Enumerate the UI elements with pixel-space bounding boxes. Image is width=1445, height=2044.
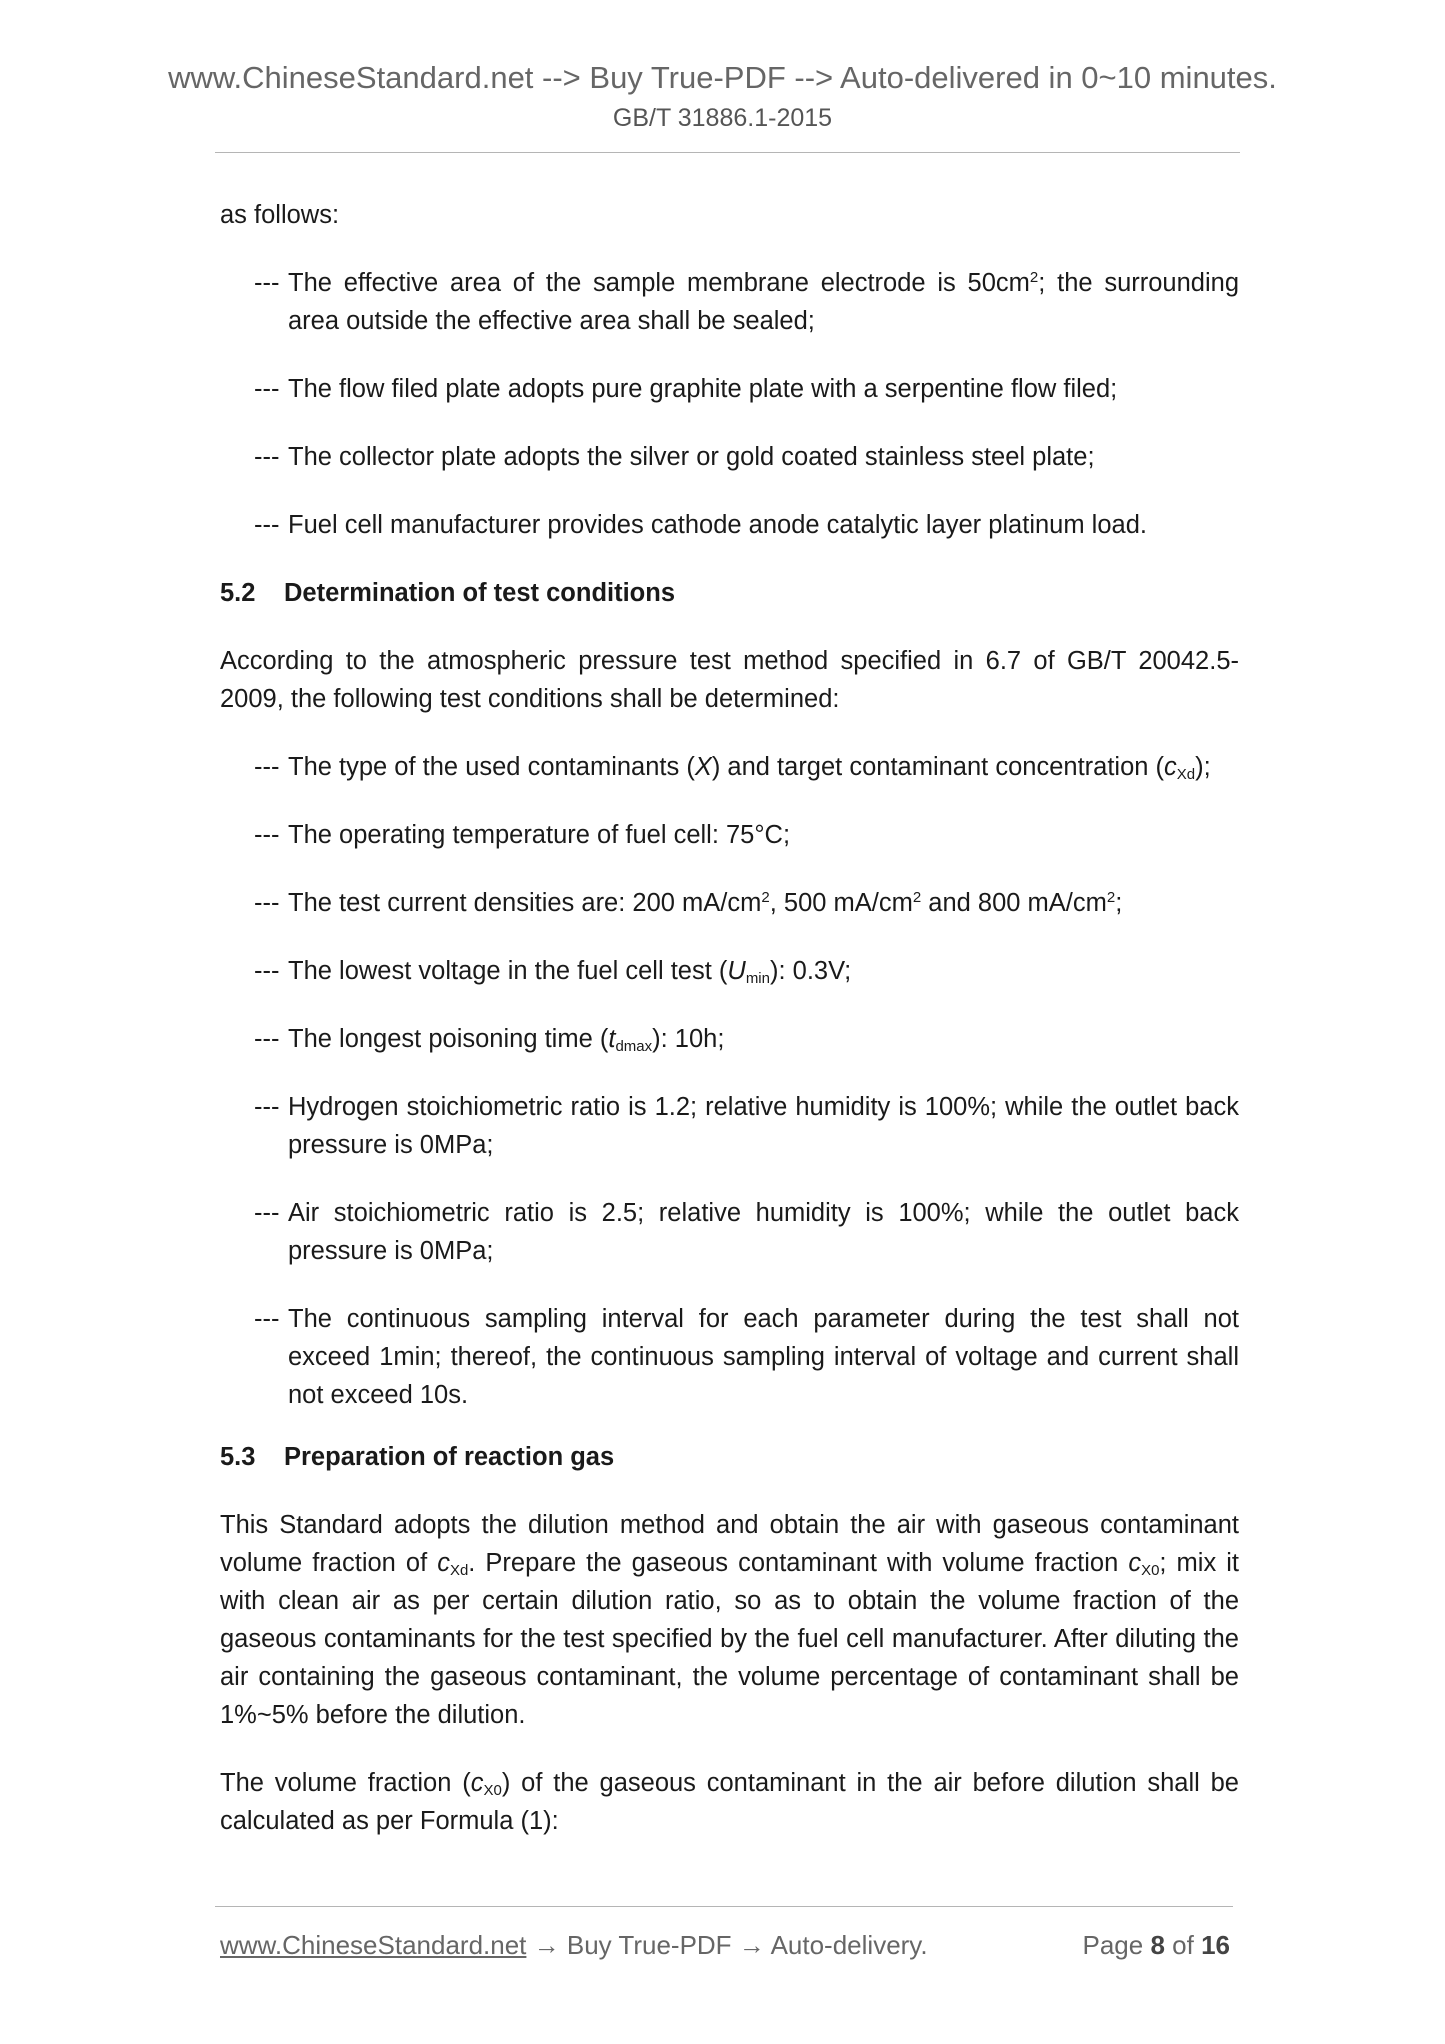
list-item: --- The lowest voltage in the fuel cell test $(U_{min})$: 0.3V; bbox=[254, 957, 852, 987]
list-item: --- The continuous sampling interval for each parameter during the test shall not exceed 1min; thereof, the continuous sampling interval of voltage and current shall not exceed 10s. bbox=[254, 1305, 1239, 1409]
footer-text: → Buy True-PDF → Auto-delivery. bbox=[526, 1930, 928, 1960]
list-item: --- The test current densities are: 200 $mA/cm^2$, 500 $mA/cm^2$ and 800 $mA/cm^2$; bbox=[254, 889, 1123, 917]
list-item: --- The type of the used contaminants (X) and target contaminant concentration $(c_{Xd})$; bbox=[254, 753, 1211, 783]
section-5-2-paragraph: According to the atmospheric pressure test method specified in 6.7 of GB/T 20042.5-2009, the following test conditions shall be determined: bbox=[220, 647, 1239, 713]
list-item: --- Air stoichiometric ratio is 2.5; relative humidity is 100%; while the outlet back pressure is 0MPa; bbox=[254, 1199, 1239, 1265]
list-item: --- The operating temperature of fuel cell: 75°C; bbox=[254, 821, 791, 849]
list-item: --- The effective area of the sample membrane electrode is $50cm^2$; the surrounding area outside the effective area shall be sealed; bbox=[254, 269, 1239, 335]
page-footer bbox=[220, 1925, 1230, 1965]
section-heading-5-2: 5.2 Determination of test conditions bbox=[220, 579, 676, 607]
footer-divider bbox=[215, 1906, 1233, 1907]
formula-intro-paragraph: The volume fraction $(c_{X0})$ of the gaseous contaminant in the air before dilution shall be calculated as per Formula (1): bbox=[220, 1769, 1239, 1835]
document-body bbox=[220, 196, 1239, 1870]
list-item: --- Fuel cell manufacturer provides cathode anode catalytic layer platinum load. bbox=[254, 511, 1147, 539]
list-item: --- The flow filed plate adopts pure graphite plate with a serpentine flow filed; bbox=[254, 375, 1118, 403]
page-indicator: Page 8 of 16 bbox=[1082, 1930, 1230, 1960]
header-divider bbox=[215, 152, 1240, 153]
list-item: --- The longest poisoning time $(t_{dmax})$: 10h; bbox=[254, 1025, 725, 1055]
intro-text: as follows: bbox=[220, 201, 340, 229]
section-5-3-paragraph: This Standard adopts the dilution method and obtain the air with gaseous contaminant volume fraction of $c_{Xd}$. Prepare the gaseous contaminant with volume fraction $c_{X0}$; mix it with clean air as per certain dilution ratio, so as to obtain the volume fraction of the gaseous contaminants for the test specified by the fuel cell manufacturer. After diluting the air containing the gaseous contaminant, the volume percentage of contaminant shall be 1%~5% before the dilution. bbox=[220, 1511, 1239, 1729]
standard-id: GB/T 31886.1-2015 bbox=[612, 104, 833, 132]
list-item: --- The collector plate adopts the silver or gold coated stainless steel plate; bbox=[254, 443, 1095, 471]
section-heading-5-3: 5.3 Preparation of reaction gas bbox=[220, 1443, 615, 1471]
list-item: --- Hydrogen stoichiometric ratio is 1.2; relative humidity is 100%; while the outlet back pressure is 0MPa; bbox=[254, 1093, 1239, 1159]
site-link[interactable]: www.ChineseStandard.net bbox=[220, 1930, 527, 1960]
header-banner: www.ChineseStandard.net --> Buy True-PDF --> Auto-delivered in 0~10 minutes. bbox=[168, 60, 1277, 95]
